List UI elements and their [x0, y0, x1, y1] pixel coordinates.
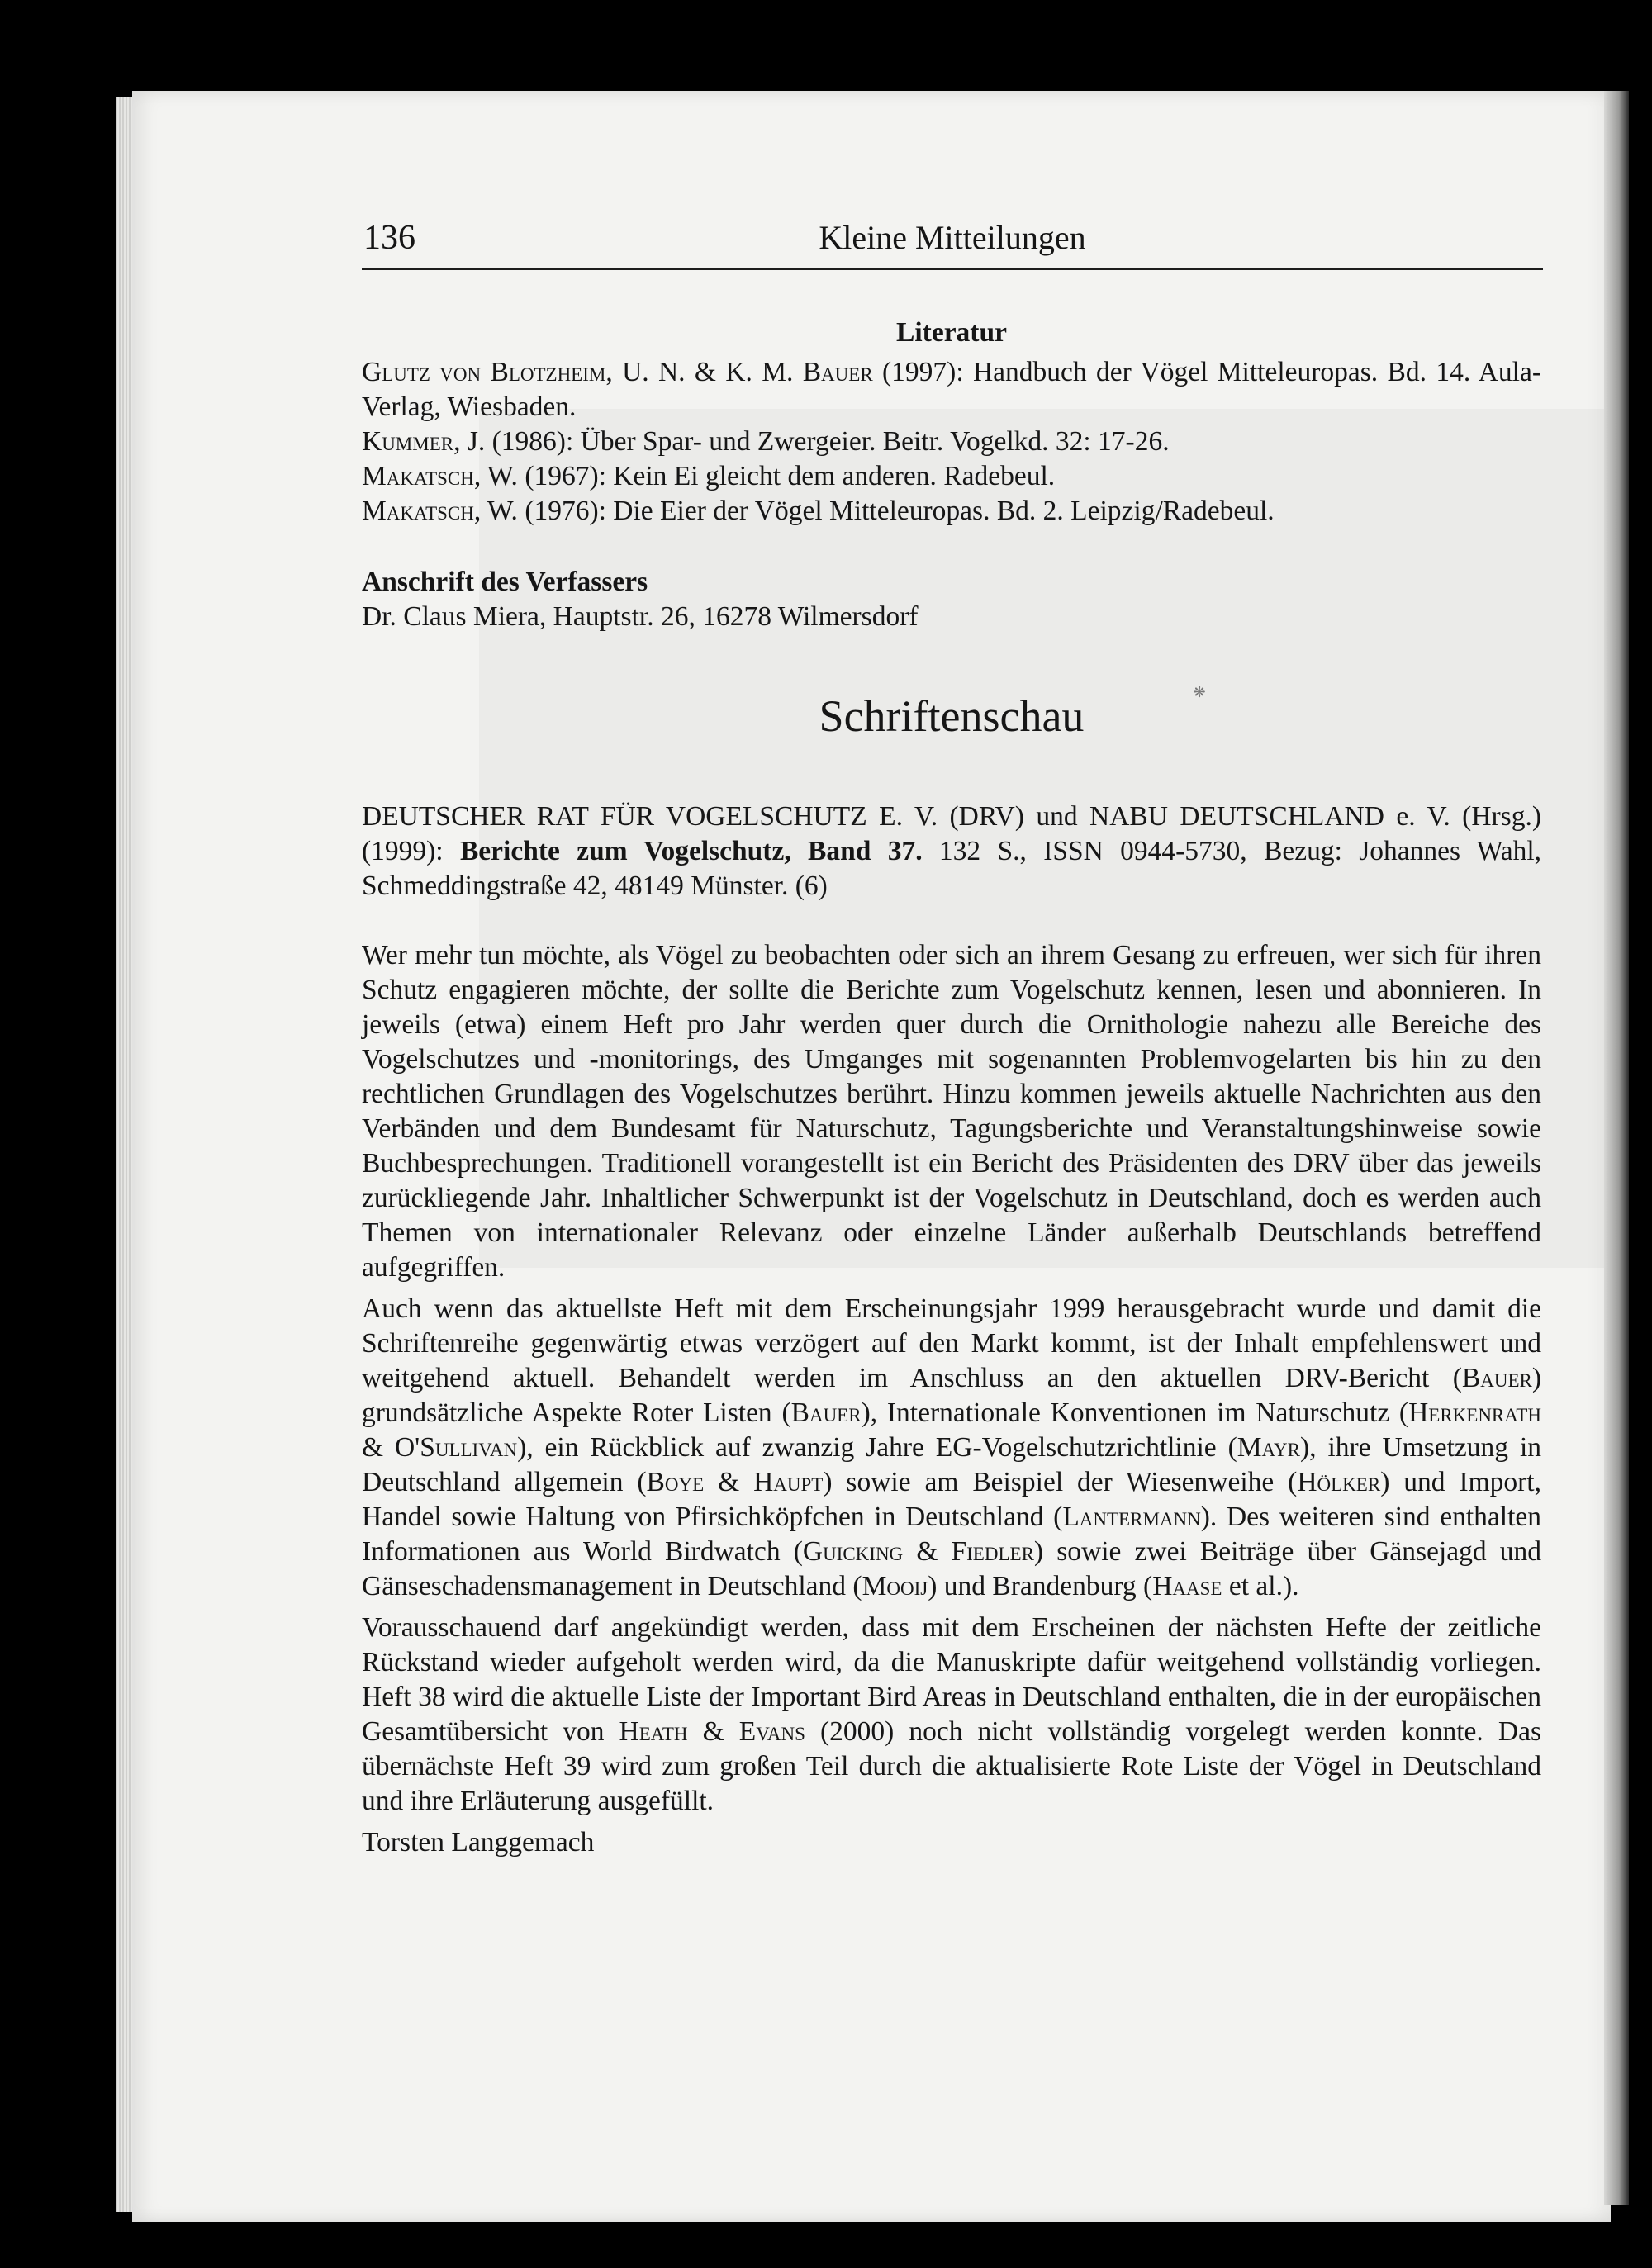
text-run: ) grundsätzliche Aspekte Roter Listen (: [362, 1363, 1541, 1428]
address-heading: Anschrift des Verfassers: [362, 567, 648, 597]
text-run: ) sowie am Beispiel der Wiesenweihe (: [823, 1467, 1298, 1497]
reference-text: (1997): Handbuch der Vögel Mitteleuropas. Bd. 14. Aula-Verlag, Wiesbaden.: [362, 357, 1541, 422]
text-run: ) sowie zwei Beiträge über Gänsejagd und Gänseschadensmanagement in Deutschland (: [362, 1536, 1541, 1601]
review-citation: [362, 799, 1541, 904]
citation-title: Berichte zum Vogelschutz, Band 37.: [459, 836, 923, 866]
reference-item: [362, 494, 1541, 529]
ornament-icon: ❋: [1193, 684, 1206, 700]
author-name: Bauer: [1461, 1363, 1532, 1393]
review-paragraph: [362, 1292, 1541, 1604]
page-right-edge: [1604, 91, 1629, 2205]
author-name: Guicking & Fiedler: [802, 1536, 1034, 1567]
review-paragraph: [362, 1611, 1541, 1819]
reference-item: [362, 355, 1541, 425]
text-run: ), ein Rückblick auf zwanzig Jahre EG-Vogelschutzrichtlinie (: [517, 1432, 1237, 1463]
review-paragraph: Wer mehr tun möchte, als Vögel zu beobachten oder sich an ihrem Gesang zu erfreuen, wer sich für ihren Schutz engagieren möchte, der sollte die Berichte zum Vogelschutz kennen, lesen und abonnieren. In jeweils (etwa) einem Heft pro Jahr werden quer durch die Ornithologie nahezu alle Bereiche des Vogelschutzes und -monitorings, des Umganges mit sogenannten Problemvogelarten bis hin zu den rechtlichen Grundlagen des Vogelschutzes berührt. Hinzu kommen jeweils aktuelle Nachrichten aus den Verbänden und dem Bundesamt für Naturschutz, Tagungsberichte und Veranstaltungshinweise sowie Buchbesprechungen. Traditionell vorangestellt ist ein Bericht des Präsidenten des DRV über das jeweils zurückliegende Jahr. Inhaltlicher Schwerpunkt ist der Vogelschutz in Deutschland, doch es werden auch Themen von internationaler Relevanz oder einzelne Länder außerhalb Deutschlands betreffend aufgegriffen.: [362, 940, 1541, 1283]
author-name: Bauer: [790, 1397, 862, 1428]
literature-heading: Literatur: [896, 317, 1007, 348]
reviewer-signature: Torsten Langgemach: [362, 1827, 595, 1858]
reference-author: Glutz von Blotzheim, U. N. & K. M. Bauer: [362, 357, 873, 387]
section-title: Schriftenschau: [819, 691, 1085, 741]
reference-author: Makatsch, W.: [362, 461, 518, 491]
author-name: Herkenrath & O'Sullivan: [362, 1397, 1541, 1463]
reference-text: (1976): Die Eier der Vögel Mitteleuropas. Bd. 2. Leipzig/Radebeul.: [517, 496, 1275, 526]
reference-author: Kummer, J.: [362, 426, 486, 457]
text-run: Vorausschauend darf angekündigt werden, dass mit dem Erscheinen der nächsten Hefte der zeitliche Rückstand wieder aufgeholt werden wird, da die Manuskripte dafür weitgehend vollständig vorliegen. Heft 38 wird die aktuelle Liste der Important Bird Areas in Deutschland enthalten, die in der europäischen Gesamtübersicht von: [362, 1612, 1541, 1747]
author-name: Hölker: [1297, 1467, 1381, 1497]
running-head: [362, 206, 1543, 270]
text-run: ) und Brandenburg (: [928, 1571, 1153, 1601]
page-content: [362, 316, 1541, 1860]
text-run: ), ihre Umsetzung in Deutschland allgemein (: [362, 1432, 1542, 1497]
author-name: Mayr: [1237, 1432, 1300, 1463]
text-run: Auch wenn das aktuellste Heft mit dem Erscheinungsjahr 1999 herausgebracht wurde und damit die Schriftenreihe gegenwärtig etwas verzögert auf den Markt kommt, ist der Inhalt empfehlenswert und weitgehend aktuell. Behandelt werden im Anschluss an den aktuellen DRV-Bericht (: [362, 1293, 1541, 1393]
citation-suffix: 132 S., ISSN 0944-5730, Bezug: Johannes Wahl, Schmeddingstraße 42, 48149 Münster. (6): [362, 836, 1542, 901]
reference-text: (1967): Kein Ei gleicht dem anderen. Radebeul.: [517, 461, 1056, 491]
author-name: Lantermann: [1062, 1502, 1201, 1532]
running-title: Kleine Mitteilungen: [819, 219, 1086, 256]
text-run: ) und Import, Handel sowie Haltung von Pfirsichköpfchen in Deutschland (: [362, 1467, 1541, 1532]
text-run: ). Des weiteren sind enthalten Informationen aus World Birdwatch (: [362, 1502, 1542, 1567]
reference-item: [362, 459, 1541, 494]
reference-author: Makatsch, W.: [362, 496, 518, 526]
author-name: Boye & Haupt: [646, 1467, 824, 1497]
reference-text: (1986): Über Spar- und Zwergeier. Beitr. Vogelkd. 32: 17-26.: [485, 426, 1170, 457]
text-run: et al.).: [1222, 1571, 1299, 1601]
address-line: Dr. Claus Miera, Hauptstr. 26, 16278 Wilmersdorf: [362, 601, 919, 632]
page-number: 136: [363, 219, 415, 257]
author-name: Haase: [1152, 1571, 1222, 1601]
reference-item: [362, 425, 1541, 459]
author-name: Mooij: [862, 1571, 928, 1601]
citation-prefix: DEUTSCHER RAT FÜR VOGELSCHUTZ E. V. (DRV) und NABU DEUTSCHLAND e. V. (Hrsg.) (1999):: [362, 801, 1541, 866]
text-run: ), Internationale Konventionen im Naturschutz (: [861, 1397, 1409, 1428]
text-run: (2000) noch nicht vollständig vorgelegt werden konnte. Das übernächste Heft 39 wird zum großen Teil durch die aktualisierte Rote Liste der Vögel in Deutschland und ihre Erläuterung ausgefüllt.: [362, 1716, 1541, 1816]
author-name: Heath & Evans: [619, 1716, 805, 1747]
